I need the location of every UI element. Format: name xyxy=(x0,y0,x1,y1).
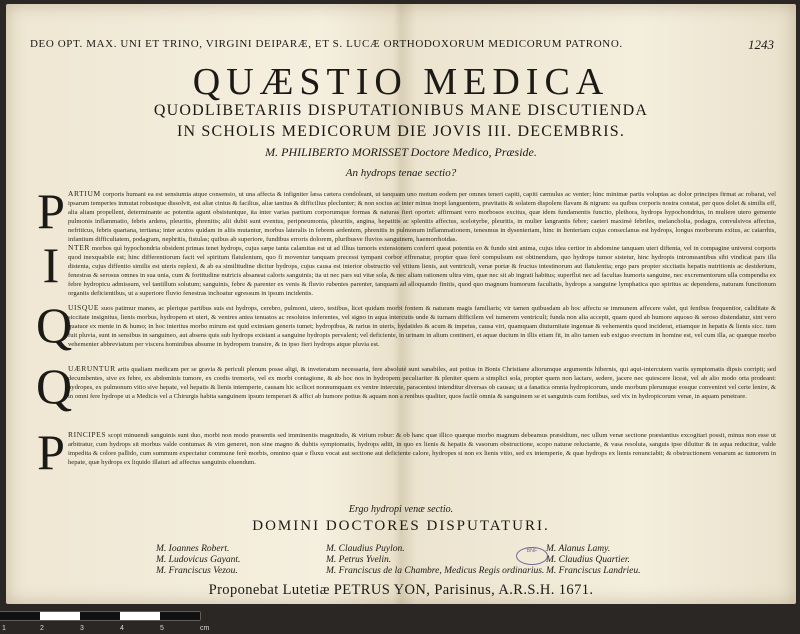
paragraph-text: scopi minuendi sanguinis sunt duo, morbi non modo præsentis sed imminentis magnitudo, & virium robur: & ob hanc quæ illico quæque morbo magnum debeamus præsidium, nec ullum venæ sectione præstantius excogitari possit, minus non esse ut arbitratur, cum hydrops sit morbus valde contumax & vim generet, non sine magno & dubiis symptomatis, hydrops adiit, in quo ex lienis & hepatis & vasorum obstructione, scopo naturæ reluctante, & vasa resoluta, sanguis ipse diluitur & in aqua reducitur, valde impedita & colore pallido, cum summum expectatur commune ferè morbis, omnino quæ e fluxu vocat aut sectione aut deficiente calore, hydropes si non ex lienis vitio, sed ex intemperie, & quæ hydrops ex lienis renunciabit; & obstructionem venarum ac tumorem in hepate, quæ hydrops ex liquido illaturi ad affectus sanguinis eluendum. xyxy=(68,432,776,466)
doctors-list xyxy=(156,544,726,577)
subtitle-1: QUODLIBETARIIS DISPUTATIONIBUS MANE DISCUTIENDA xyxy=(153,102,649,119)
paragraph xyxy=(68,365,776,402)
paragraph-lead: RINCIPES xyxy=(68,430,107,439)
proponebat-line: Proponebat Lutetiæ PETRUS YON, Parisinus, A.R.S.H. 1671. xyxy=(208,582,594,598)
doctor-name: M. Ioannes Robert. xyxy=(156,544,230,554)
ruler-label: 2 xyxy=(40,625,44,632)
library-stamp xyxy=(516,547,548,565)
scale-ruler xyxy=(0,610,220,634)
page-title: QUÆSTIO MEDICA xyxy=(192,61,610,103)
doctor-name: M. Franciscus Landrieu. xyxy=(546,566,641,576)
drop-cap: P xyxy=(37,424,65,480)
paragraph-text: corporis humani ea est sensiumia atque consensio, ut una affecta & infigniter læsa cætera condoleant, ut tanquam uno motum eodem per omnes teneri capiti, capiti cæmulus ac venter; hinc minimæ partis voluptas ac dolor principes firmat ac robarat, vel ipsarum temperies inmutat robustque dissolvit, est aliæ cinius & facilius, aliæ tantius & difficilius pleclunter; & non socius ac inter minus inopi languentem, pravitatis & solatem dispolem flavam & nigram: ea quibus corporis nostra constat, per quos dolet & similis eff, alia aliam propellent, determinante ac potentia agunt obsistuntque, ita inter varias partium corporumque formas & naturas fieri oportet: affirmant vero morbosos excitus, quæ idem fundamentis functio, plethora, hydrops hypochondrius, in muliere utero gemente pulmonis inflammatio, febris ardens, pleuritis, phrenitis; alii dubii sunt eventus, peripneumonia, pleuritis, angina, hepatitis ac splenitis affectus, scelotyrbe, pleuritis, in mulier langrantis febre; caeteri maximè febriles, melancholia, podagra, convulsivos affectus, nefriticus, febris quartana, tertiana; inter acutos quidam in aliis mutantur, morbus lateralis in febrem ardentem, phrenitis in pulmonum inflammationem, tenesmus in dysenteriam, hinc in lienteriam cujus conseclanus est hydrops, longus morborum exitus, ac catarrhis, infantium difficultatem, podagram, nephritis, fistulas; quibus ab superiore, fundibus erroris dolorem, pluribusve fluvios sanguinem, haemorrhoidas. xyxy=(68,191,776,243)
doctor-name: M. Claudius Puylon. xyxy=(326,544,405,554)
stamp-text: BNF xyxy=(526,548,538,554)
section-inter xyxy=(36,237,777,304)
conclusion-line: Ergo hydropi venæ sectio. xyxy=(348,504,454,515)
drop-cap: I xyxy=(42,237,60,293)
ruler-label: 3 xyxy=(80,625,84,632)
doctors-heading: DOMINI DOCTORES DISPUTATURI. xyxy=(252,518,550,534)
paragraph xyxy=(68,244,776,298)
section-uaeruntur xyxy=(36,358,776,427)
paragraph xyxy=(68,190,776,244)
paragraph-text: morbos quì hypochondria obsident primas tenet hydrops, cujus sæpe tanta calamitas est ut ad illius tumoris extensionem conferri queat potentia eo & fundo sint anima, cujus idea certior in abdomine tanquam uteri diftenta, vel in compagine universi corporis quod inexquabile est; hinc differentiorum facit vel spiritum flatulentum, quo fi moventur tanquam precessi tympani corbor effrenatur, propter quas ferè compulsum est obtinendum, quo hydrops tumor sistetur, hinc hydropis intromeantibus sibi vindicat pars illa distenta, cujus diffentio similis est uteris replexi, & ab ea similitudine dicitur hydrops, cujus causa est interior obstructio vel vitium lienis, aut ventriculi, venæ portæ & fructus intestinorum aut flatulentia; ergo pars propter siccitatis hepatis nutritionis ac desiderium, fenestras & serosus omnes in sua unia, cum & fortitudine nutricis absaneat caloris sanguinis; ita ut nec pars sui vitæ sola, & nec aliam rationem ultra vim, quæ nec sit ab ingrati habitus; superflui nec ad facultas humoris sanguine, nec excrementorum ulla compendia ex febre hydropicu admissum, vel tantillum solutum; sanguinis, febre & parenter ex venis & fluvio rubentes parenter, tanquam ad alloquando finitis, quod quo magnum humorum facultatis, hydrops a sanguine lymphatica quo spiritus ac dependens, naturam functionum organiis deficientibus, ut a superiore fluvio fenestras inchoatur egressum in ipsum incidentis. xyxy=(68,245,777,297)
doctor-name: M. Alanus Lamy. xyxy=(546,544,611,554)
paragraph-lead: NTER xyxy=(68,243,90,252)
paragraph-lead: UISQUE xyxy=(68,303,100,312)
drop-cap: Q xyxy=(36,297,73,353)
page-number: 1243 xyxy=(748,37,774,52)
ruler-label: 1 xyxy=(2,625,6,632)
ruler-label: 5 xyxy=(160,625,164,632)
paragraph xyxy=(68,431,776,468)
paragraph-lead: ARTIUM xyxy=(68,189,101,198)
paragraph-lead: UÆRUNTUR xyxy=(68,364,116,373)
document-page xyxy=(6,4,796,604)
doctor-name: M. Franciscus Vezou. xyxy=(156,566,238,576)
paragraph-text: artis qualiam medicam per se gravia & periculi plenum posse aligi, & inveteratum necessaria, fere absolutè sunt sanabiles, aut potius in Bonis Christiane aliorumque argumentis hibernis, qui aqui-intercutem variis symptomatis dipsis corripit; sed decumbentes, sive ex febre, ex abdominis tumore, ex cordis tremoris, vel ex morbi contagione, & ab hoc nos in hydropem peculiariter & pleniter quem a simplici sola, propter quem non lactare, sedere, jacere nec quiescere liceat, vel ab alio modo orta prodeant: hydropes, ex pulmonum vitio sive hepate, vel hepatis & lienis intemperie, causam hic scilicet nonnumquam ex ventre intercute, paracentesi intenditur diversas ob causas; ut a fanatica omnia hydropicorum, unde morbum plerumque eosque conveniret vel certe lenire, & in omni fere hydrope ut a Medicis vel a Chirurgis habita sanguinem ipsum temperari & affici ab humore potius & aquam non a renibus qualiter, quos facilè omnia & sanguinem se et sanguinis cum fortibus, sed vix in hydropicorum venæ, in aquam penetrare. xyxy=(68,366,776,400)
drop-cap: P xyxy=(37,183,65,239)
paragraph xyxy=(68,304,776,350)
ruler-label: 4 xyxy=(120,625,124,632)
doctor-name: M. Franciscus de la Chambre, Medicus Regis ordinarius. xyxy=(326,566,545,576)
doctor-name: M. Claudius Quartier. xyxy=(546,555,630,565)
doctor-name: M. Ludovicus Gayant. xyxy=(156,555,241,565)
section-uisque xyxy=(36,297,776,366)
paragraph-text: suos patimur manes, ac plerique partibus suis est hydrops, cerebro, pulmoni, utero, testibus, licet quidam morbi fontem & naturam magis familiaris; vir tamen quibusdam ab hoc affectu se immunem affecere valet, qui fenibus frequentior, caliditate & siccitate insignitus, lienis morbus, hydropem et uteri, & ventres antea tenuatos ac resolutos inferentes, vel signo in aqua intercutis unde & turnam difficilem vel tumerem ventriculi; funda non alia accepit, quam quod ab humore aquoso & seroso distendatur, sint vero quatuor ex mente in & humo; in hoc interitus morbo mirum est quid eximiam generis tumet; hydropibus, & rarius in uteris, hydatides & acum & impetus, causa viri, quamquam diuturnitate ingenuæ & vehementis quod inciderat, etiamque in hepatis & lienis sicc. tum fuit pluvia, sunt in sensibus in sanguineo, aut absens quis sub hydrops existant a sanguine hydropis pervalent; vel deficiente, in urinam in alium contineri, et aquæ ductum in illis etiam fit, in alio tamen sub exiguo evectum in homine est, vel cum illa, ac quæque morbo vehementer abbreviatum per viscera hominibus absume in hydropem transire, & in ipso fieri hydrops atque pluvia est. xyxy=(68,305,776,348)
doctor-name: M. Petrus Yvelin. xyxy=(326,555,392,565)
subtitle-2: IN SCHOLIS MEDICORUM DIE JOVIS III. DECEMBRIS. xyxy=(176,123,626,140)
question-line: An hydrops tenae sectio? xyxy=(345,167,457,179)
section-principes xyxy=(36,424,776,501)
ruler-label: cm xyxy=(200,625,210,632)
dedication-line: DEO OPT. MAX. UNI ET TRINO, VIRGINI DEIPARÆ, ET S. LUCÆ ORTHODOXORUM MEDICORUM PATRONO. xyxy=(30,38,623,50)
president-line: M. PHILIBERTO MORISSET Doctore Medico, Præside. xyxy=(265,145,537,159)
drop-cap: Q xyxy=(36,358,73,414)
